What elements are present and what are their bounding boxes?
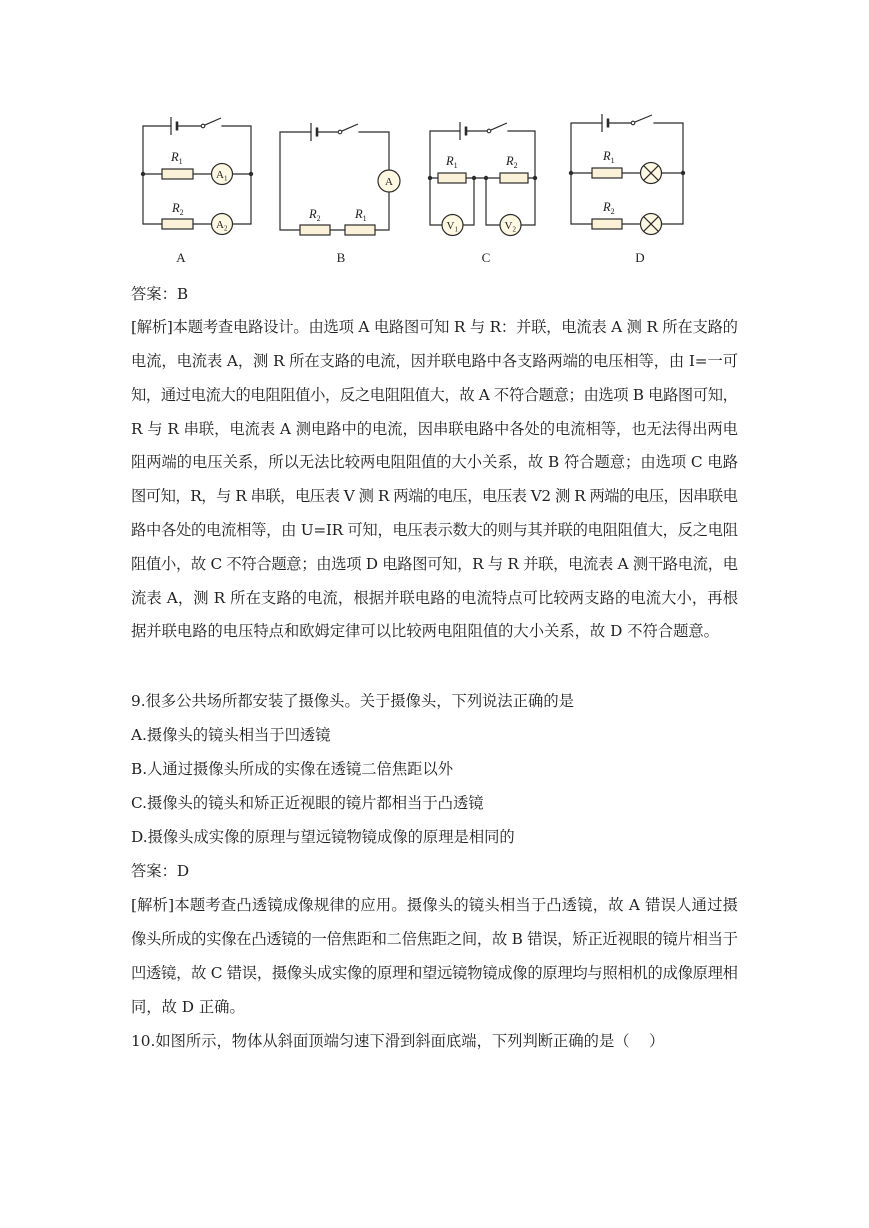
analysis-line: 同，故 D 正确。: [131, 998, 245, 1016]
label-r2: $R_2$: [309, 207, 321, 223]
junction-dot: [141, 172, 145, 176]
label-voltmeter-v1: $V_1$: [446, 220, 458, 234]
option-c: C.摄像头的镜头和矫正近视眼的镜片都相当于凸透镜: [131, 794, 484, 812]
label-r2: $R_2$: [506, 154, 518, 170]
junction-dot: [484, 176, 488, 180]
answer-line: 答案：D: [131, 862, 190, 880]
switch-blade: [205, 118, 222, 125]
diagram-caption-d: D: [635, 250, 645, 265]
junction-dot: [681, 171, 685, 175]
option-b: B.人通过摄像头所成的实像在透镜二倍焦距以外: [131, 760, 454, 778]
junction-dot: [533, 176, 537, 180]
label-ammeter-a2: $A_2$: [216, 219, 228, 233]
junction-dot: [428, 176, 432, 180]
resistor-r1: [438, 173, 466, 183]
circuit-wires: [143, 126, 251, 224]
switch-icon: [631, 115, 652, 125]
label-r2: $R_2$: [603, 200, 615, 216]
analysis-line: 阻值小，故 C 不符合题意；由选项 D 电路图可知，R 与 R 并联，电流表 A 测干路电流，电: [131, 555, 738, 573]
analysis-line: [解析]本题考查凸透镜成像规律的应用。摄像头的镜头相当于凸透镜，故 A 错误人通过摄: [131, 896, 739, 914]
label-ammeter-a1: $A_1$: [216, 169, 228, 183]
resistor-r2: [592, 219, 622, 229]
analysis-line: [解析]本题考查电路设计。由选项 A 电路图可知 R 与 R：并联，电流表 A 测 R 所在支路的: [131, 318, 738, 336]
analysis-line: 路中各处的电流相等，由 U=IR 可知，电压表示数大的则与其并联的电阻阻值大，反之电阻: [131, 521, 738, 539]
question-stem: 9.很多公共场所都安装了摄像头。关于摄像头，下列说法正确的是: [131, 692, 574, 710]
switch-pivot: [201, 124, 205, 128]
resistor-r1: [345, 225, 375, 235]
diagram-caption-c: C: [481, 250, 491, 265]
diagram-caption-a: A: [176, 250, 186, 265]
question-stem: 10.如图所示，物体从斜面顶端匀速下滑到斜面底端，下列判断正确的是（ ）: [131, 1032, 665, 1050]
label-r2: $R_2$: [172, 201, 184, 217]
analysis-line: 流表 A，测 R 所在支路的电流，根据并联电路的电流特点可比较两支路的电流大小，再根: [131, 589, 739, 607]
battery-icon: [311, 123, 317, 141]
circuit-diagram-b: [280, 123, 400, 265]
switch-pivot: [487, 129, 491, 133]
junction-dot: [472, 176, 476, 180]
analysis-line: 阻两端的电压关系，所以无法比较两电阻阻值的大小关系，故 B 符合题意；由选项 C 电路: [131, 453, 738, 471]
resistor-r2: [162, 219, 193, 229]
switch-icon: [201, 118, 221, 128]
diagram-caption-b: B: [336, 250, 346, 265]
circuit-diagrams: [0, 0, 869, 280]
battery-icon: [460, 122, 466, 140]
circuit-diagram-c: [428, 122, 537, 265]
label-r1: $R_1$: [446, 154, 458, 170]
switch-blade: [635, 115, 653, 122]
circuit-diagram-a: [141, 117, 253, 265]
analysis-line: 凹透镜，故 C 错误，摄像头成实像的原理和望远镜物镜成像的原理均与照相机的成像原理相: [131, 964, 738, 982]
circuit-wires: [571, 123, 683, 224]
analysis-line: R 与 R 串联，电流表 A 测电路中的电流，因串联电路中各处的电流相等，也无法得出两电: [131, 420, 738, 438]
switch-icon: [487, 123, 507, 133]
battery-icon: [171, 117, 177, 135]
resistor-r1: [162, 169, 193, 179]
label-r1: $R_1$: [355, 207, 367, 223]
switch-pivot: [631, 121, 635, 125]
analysis-line: 图可知，R，与 R 串联，电压表 V 测 R 两端的电压，电压表 V2 测 R 两端的电压，因串联电: [131, 487, 738, 505]
label-r1: $R_1$: [603, 149, 615, 165]
lamp-icon: [641, 163, 662, 184]
circuit-diagram-d: [569, 114, 685, 265]
resistor-r2: [500, 173, 528, 183]
analysis-line: 知，通过电流大的电阻阻值小，反之电阻阻值大，故 A 不符合题意；由选项 B 电路图可知，: [131, 386, 738, 404]
option-a: A.摄像头的镜头相当于凹透镜: [131, 726, 331, 744]
resistor-r2: [300, 225, 330, 235]
junction-dot: [569, 171, 573, 175]
switch-pivot: [338, 130, 342, 134]
label-r1: $R_1$: [171, 150, 183, 166]
option-d: D.摄像头成实像的原理与望远镜物镜成像的原理是相同的: [131, 828, 515, 846]
circuit-wires: [280, 132, 389, 230]
label-voltmeter-v2: $V_2$: [504, 220, 516, 234]
battery-icon: [602, 114, 608, 132]
answer-line: 答案：B: [131, 285, 189, 303]
switch-icon: [338, 124, 358, 134]
analysis-line: 电流，电流表 A，测 R 所在支路的电流，因并联电路中各支路两端的电压相等，由 I=一可: [131, 352, 738, 370]
lamp-icon: [641, 214, 662, 235]
junction-dot: [249, 172, 253, 176]
analysis-line: 像头所成的实像在凸透镜的一倍焦距和二倍焦距之间，故 B 错误，矫正近视眼的镜片相当于: [131, 930, 738, 948]
switch-blade: [342, 124, 359, 131]
analysis-line: 据并联电路的电压特点和欧姆定律可以比较两电阻阻值的大小关系，故 D 不符合题意。: [131, 622, 719, 640]
switch-blade: [491, 123, 508, 130]
label-ammeter: A: [385, 176, 393, 188]
resistor-r1: [592, 168, 622, 178]
